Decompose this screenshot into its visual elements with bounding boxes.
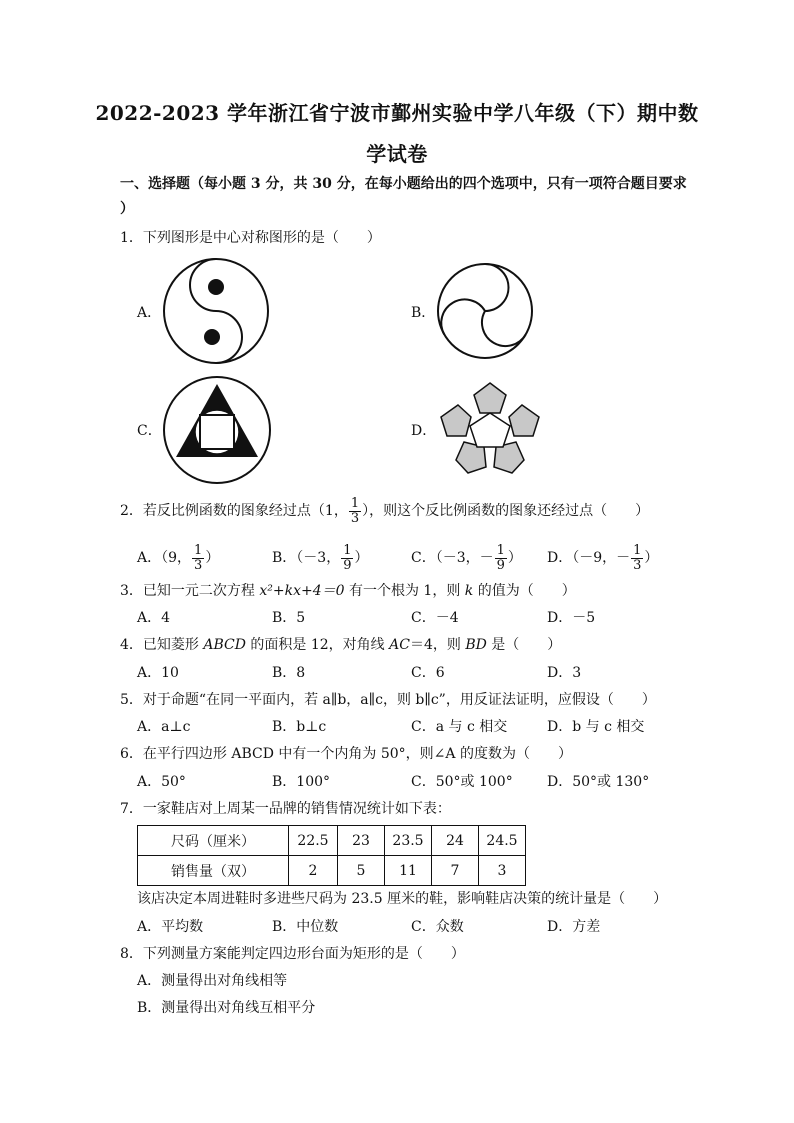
q1-option-a-label: A． xyxy=(137,305,162,321)
q4-option-c: C．6 xyxy=(411,665,445,681)
q2-option-a: A．（9， $\frac{1}{3}$ ） xyxy=(137,542,220,573)
q5-stem: 5．对于命题“在同一平面内，若 a∥b，a∥c，则 b∥c”，用反证法证明，应假设（ ） xyxy=(120,692,656,708)
q8-option-b: B．测量得出对角线互相平分 xyxy=(137,1000,316,1016)
table-cell: 23 xyxy=(338,826,385,856)
q6-option-a: A．50° xyxy=(137,774,186,790)
q2-stem: 2．若反比例函数的图象经过点（1， $\frac{1}{3}$ ），则这个反比例函数的图象还经过点（ ） xyxy=(120,495,650,526)
pentagon-ring-figure xyxy=(436,380,544,476)
q6-stem: 6．在平行四边形 ABCD 中有一个内角为 50°，则∠A 的度数为（ ） xyxy=(120,746,572,762)
q6-option-c: C．50°或 100° xyxy=(411,774,513,790)
table-row-label: 销售量（双） xyxy=(138,856,289,886)
exam-title-line2: 学试卷 xyxy=(366,142,428,166)
q4-option-a: A．10 xyxy=(137,665,179,681)
q7-option-d: D．方差 xyxy=(547,919,601,935)
table-cell: 11 xyxy=(385,856,432,886)
q3-option-a: A．4 xyxy=(137,610,171,626)
q7-option-b: B．中位数 xyxy=(272,919,339,935)
section1-heading-cont: ） xyxy=(120,201,134,217)
q4-stem: 4．已知菱形 ABCD 的面积是 12，对角线 AC＝4，则 BD 是（ ） xyxy=(120,637,562,653)
section1-heading: 一、选择题（每小题 3 分，共 30 分，在每小题给出的四个选项中，只有一项符合题目要求 xyxy=(120,176,687,192)
q4-option-d: D．3 xyxy=(547,665,582,681)
q2-option-c: C．（－3，－ $\frac{1}{9}$ ） xyxy=(411,542,522,573)
q4-option-b: B．8 xyxy=(272,665,306,681)
q3-stem: 3．已知一元二次方程 x²+kx+4＝0 有一个根为 1，则 k 的值为（ ） xyxy=(120,583,576,599)
table-row-label: 尺码（厘米） xyxy=(138,826,289,856)
q1-option-d-label: D． xyxy=(411,423,437,439)
q1-option-c-label: C． xyxy=(137,423,162,439)
table-cell: 23.5 xyxy=(385,826,432,856)
table-cell: 24.5 xyxy=(479,826,526,856)
q7-stem: 7．一家鞋店对上周某一品牌的销售情况统计如下表： xyxy=(120,801,451,817)
table-cell: 7 xyxy=(432,856,479,886)
table-row xyxy=(138,826,526,856)
q7-followup: 该店决定本周进鞋时多进些尺码为 23.5 厘米的鞋，影响鞋店决策的统计量是（ ） xyxy=(137,891,668,907)
three-arc-circle-figure xyxy=(436,262,534,360)
exam-title-line1: 2022-2023 学年浙江省宁波市鄞州实验中学八年级（下）期中数 xyxy=(95,101,699,125)
q5-option-a: A．a⊥c xyxy=(137,719,191,735)
q8-stem: 8．下列测量方案能判定四边形台面为矩形的是（ ） xyxy=(120,946,465,962)
q3-option-d: D．－5 xyxy=(547,610,596,626)
q3-option-c: C．－4 xyxy=(411,610,459,626)
q5-option-d: D．b 与 c 相交 xyxy=(547,719,645,735)
triangle-square-circle-figure xyxy=(162,375,272,485)
q6-option-b: B．100° xyxy=(272,774,331,790)
q7-option-a: A．平均数 xyxy=(137,919,204,935)
q6-option-d: D．50°或 130° xyxy=(547,774,650,790)
q2-option-d: D．（－9，－ $\frac{1}{3}$ ） xyxy=(547,542,659,573)
q1-option-b-label: B． xyxy=(411,305,436,321)
table-cell: 5 xyxy=(338,856,385,886)
table-row xyxy=(138,856,526,886)
table-cell: 22.5 xyxy=(289,826,338,856)
q3-option-b: B．5 xyxy=(272,610,306,626)
q7-option-c: C．众数 xyxy=(411,919,464,935)
q2-stem-fraction: $\frac{1}{3}$ xyxy=(350,495,360,526)
q5-option-c: C．a 与 c 相交 xyxy=(411,719,508,735)
table-cell: 3 xyxy=(479,856,526,886)
yin-yang-figure xyxy=(162,257,270,365)
q1-stem: 1．下列图形是中心对称图形的是（ ） xyxy=(120,230,381,246)
table-cell: 24 xyxy=(432,826,479,856)
table-cell: 2 xyxy=(289,856,338,886)
q2-option-b: B．（－3， $\frac{1}{9}$ ） xyxy=(272,542,369,573)
q8-option-a: A．测量得出对角线相等 xyxy=(137,973,288,989)
q5-option-b: B．b⊥c xyxy=(272,719,327,735)
sales-table xyxy=(137,825,526,886)
